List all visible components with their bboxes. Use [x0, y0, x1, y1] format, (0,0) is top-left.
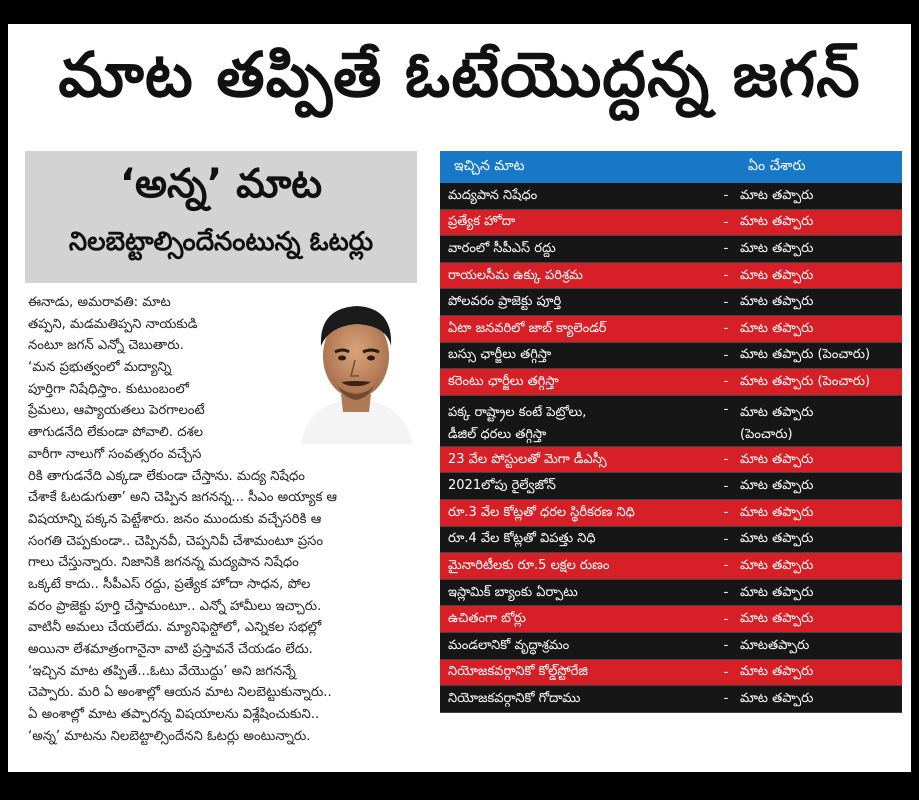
promise-text: బస్సు ఛార్జీలు తగ్గిస్తా	[448, 347, 552, 363]
table-row	[440, 369, 902, 396]
article-line: తప్పని, మడమతిప్పని నాయకుడి	[28, 316, 198, 332]
table-row	[440, 553, 902, 580]
promise-cell	[440, 661, 718, 683]
article-line: సంగతి చెప్పకుండా.. చెప్పినవీ, చెప్పనివీ చేశామంటూ ప్రసం	[28, 533, 324, 549]
dash-separator: -	[723, 321, 729, 337]
status-text: మాట తప్పారు	[740, 214, 814, 230]
status-text: మాట తప్పారు	[740, 187, 814, 203]
dash-separator: -	[723, 268, 729, 284]
promise-cell	[440, 238, 718, 260]
status-cell	[734, 402, 813, 446]
promise-text: డీజిల్ ధరలు తగ్గిస్తా	[448, 426, 547, 442]
table-row	[440, 686, 902, 713]
promise-cell	[440, 635, 718, 657]
promise-text: 2021లోపు రైల్వేజోన్	[448, 478, 556, 494]
status-cell	[734, 211, 813, 233]
status-text: మాట తప్పారు	[740, 664, 814, 680]
status-cell	[734, 318, 813, 340]
article-line: ఒక్కటే కాదు.. సీపీఎస్ రద్దు, ప్రత్యేక హోదా సాధన, పోల	[28, 576, 311, 592]
dash-separator: -	[723, 241, 729, 257]
promise-cell	[440, 185, 718, 207]
promise-cell	[440, 344, 718, 366]
dash-separator: -	[723, 294, 729, 310]
article-line: ‘అన్న’ మాటను నిలబెట్టాల్సిందేనని ఓటర్లు అంటున్నారు.	[28, 728, 311, 744]
promise-cell	[440, 402, 718, 446]
article-line: అయినా లేశమాత్రంగానైనా వాటి ప్రస్తావనే చేయడం లేదు.	[28, 642, 313, 657]
dash-separator: -	[723, 558, 729, 574]
status-cell	[734, 582, 813, 604]
promise-text: నియోజకవర్గానికో కోల్డ్‌స్టోరేజి	[448, 664, 588, 680]
article-line: ప్రేమలు, ఆప్యాయతలు పెరగాలంటే	[28, 403, 205, 419]
dash-separator: -	[723, 691, 729, 707]
table-row	[440, 316, 902, 343]
promise-text: ఇస్లామిక్ బ్యాంకు ఏర్పాటు	[448, 584, 578, 600]
article-line: నంటూ జగన్ ఎన్నో చెబుతారు.	[28, 338, 184, 354]
header-status: ఏం చేశారు	[748, 157, 806, 174]
status-cell	[734, 661, 813, 683]
promise-cell	[440, 211, 718, 233]
status-cell	[734, 449, 813, 471]
promises-table	[440, 151, 902, 713]
article-line: చెప్పారు. మరి ఏ అంశాల్లో ఆయన మాట నిలబెట్టుకున్నారు..	[28, 685, 332, 701]
status-text: మాట తప్పారు	[740, 404, 814, 420]
promise-cell	[440, 475, 718, 497]
promise-text: పక్క రాష్ట్రాల కంటే పెట్రోలు,	[448, 404, 587, 420]
dash-separator: -	[723, 452, 729, 468]
dash-separator: -	[723, 638, 729, 654]
table-row	[440, 633, 902, 660]
subhead-line-2: నిలబెట్టాల్సిందేనంటున్న ఓటర్లు	[68, 227, 374, 257]
article-line: విషయాన్ని పక్కన పెట్టేశారు. జనం ముందుకు వచ్చేసరికి ఆ	[28, 511, 322, 527]
article-line: వాటినీ అమలు చేయలేదు. మ్యానిఫెస్టోలో, ఎన్నికల సభల్లో	[28, 620, 322, 636]
promise-text: ఏటా జనవరిలో జాబ్ క్యాలెండర్	[448, 320, 607, 336]
article-line: వారీగా నాలుగో సంవత్సరం వచ్చేస	[28, 446, 202, 462]
dash-separator: -	[723, 214, 729, 230]
promise-cell	[440, 688, 718, 710]
status-cell	[734, 291, 813, 313]
article-line: ‘ఇచ్చిన మాట తప్పితే...ఓటు వేయొద్దు’ అని జగనన్నే	[28, 663, 296, 679]
promise-text: మద్యపాన నిషేధం	[448, 187, 538, 203]
status-cell	[734, 528, 813, 550]
status-text: మాట తప్పారు	[740, 240, 814, 256]
article-line: వరం ప్రాజెక్టు పూర్తి చేస్తామంటూ.. ఎన్నో హామీలు ఇచ్చారు.	[28, 598, 322, 614]
status-cell	[734, 265, 813, 287]
table-row	[440, 580, 902, 607]
dash-separator: -	[723, 505, 729, 521]
status-text: మాట తప్పారు	[740, 611, 814, 627]
promise-text: పోలవరం ప్రాజెక్టు పూర్తి	[448, 294, 562, 310]
promise-text: మైనారిటీలకు రూ.5 లక్షల రుణం	[448, 557, 610, 573]
table-row	[440, 606, 902, 633]
article-line: ‘మన ప్రభుత్వంలో మద్యాన్ని	[28, 360, 172, 376]
article-line: ఈనాడు, అమరావతి: మాట	[28, 295, 171, 310]
table-row	[440, 527, 902, 554]
dash-separator: -	[723, 188, 729, 204]
status-cell	[734, 608, 813, 630]
table-row	[440, 236, 902, 263]
table-row	[440, 447, 902, 474]
table-row	[440, 263, 902, 290]
status-text: మాట తప్పారు	[740, 478, 814, 494]
subhead-line-1: ‘అన్న’ మాట	[119, 161, 323, 207]
table-row	[440, 210, 902, 237]
status-text: మాట తప్పారు	[740, 320, 814, 336]
status-cell	[734, 555, 813, 577]
article-line: చేశాకే ఓటడుగుతా’ అని చెప్పిన జగనన్న... సీఎం అయ్యాక ఆ	[28, 490, 338, 506]
promise-text: రూ.3 వేల కోట్లతో ధరల స్థిరీకరణ నిధి	[448, 504, 635, 520]
status-text: మాట తప్పారు (పెంచారు)	[740, 373, 871, 389]
promise-cell	[440, 449, 718, 471]
promise-text: మండలానికో వృద్ధాశ్రమం	[448, 637, 570, 653]
table-row	[440, 343, 902, 370]
promise-cell	[440, 318, 718, 340]
promise-text: వారంలో సీపీఎస్ రద్దు	[448, 240, 556, 256]
table-row	[440, 473, 902, 500]
table-body	[440, 183, 902, 713]
promise-cell	[440, 371, 718, 393]
promise-cell	[440, 528, 718, 550]
dash-separator: -	[723, 374, 729, 390]
status-text: మాట తప్పారు	[740, 294, 814, 310]
header-promise: ఇచ్చిన మాట	[454, 157, 525, 174]
status-cell	[734, 635, 809, 657]
dash-separator: -	[723, 478, 729, 494]
table-row	[440, 660, 902, 687]
table-row	[440, 500, 902, 527]
headline: మాట తప్పితే ఓటేయొద్దన్న జగన్	[58, 38, 861, 111]
status-cell	[734, 475, 813, 497]
status-cell	[734, 502, 813, 524]
promise-text: నియోజకవర్గానికో గోదాము	[448, 690, 581, 706]
promise-cell	[440, 555, 718, 577]
status-text: మాట తప్పారు	[740, 690, 814, 706]
article-line: రికి తాగుడనేది ఎక్కడా లేకుండా చేస్తాను. మద్య నిషేధం	[28, 468, 305, 484]
dash-separator: -	[723, 585, 729, 601]
status-cell	[734, 344, 870, 366]
status-text: మాట తప్పారు	[740, 557, 814, 573]
promise-cell	[440, 582, 718, 604]
status-text: మాట తప్పారు	[740, 451, 814, 467]
promise-text: రూ.4 వేల కోట్లతో విపత్తు నిధి	[448, 531, 596, 547]
promise-text: 23 వేల పోస్టులతో మెగా డీఎస్సీ	[448, 451, 607, 467]
status-text: మాటతప్పారు	[740, 637, 810, 653]
promise-cell	[440, 265, 718, 287]
promise-text: కరెంటు ఛార్జీలు తగ్గిస్తా	[448, 373, 559, 389]
table-row	[440, 289, 902, 316]
article-line: ఏ అంశాల్లో మాట తప్పారన్న విషయాలను విశ్లేషించుకుని..	[28, 707, 320, 723]
subhead-box	[25, 151, 417, 283]
table-row	[440, 396, 902, 447]
status-text: మాట తప్పారు	[740, 531, 814, 547]
table-row	[440, 183, 902, 210]
promise-cell	[440, 291, 718, 313]
status-cell	[734, 371, 870, 393]
article-line: గాలు చేస్తున్నారు. నిజానికి జగనన్న మద్యపాన నిషేధం	[28, 555, 299, 571]
dash-separator: -	[723, 401, 729, 417]
promise-text: రాయలసీమ ఉక్కు పరిశ్రమ	[448, 267, 583, 283]
article-line: పూర్తిగా నిషేధిస్తాం. కుటుంబంలో	[28, 381, 189, 397]
promise-cell	[440, 608, 718, 630]
newspaper-clipping	[8, 24, 911, 772]
status-text: మాట తప్పారు	[740, 504, 814, 520]
status-text: (పెంచారు)	[740, 426, 793, 442]
table-header	[440, 151, 902, 183]
status-cell	[734, 185, 813, 207]
status-text: మాట తప్పారు (పెంచారు)	[740, 347, 871, 363]
dash-separator: -	[723, 531, 729, 547]
status-cell	[734, 688, 813, 710]
status-text: మాట తప్పారు	[740, 584, 814, 600]
status-text: మాట తప్పారు	[740, 267, 814, 283]
promise-text: ప్రత్యేక హోదా	[448, 214, 516, 230]
promise-cell	[440, 502, 718, 524]
dash-separator: -	[723, 611, 729, 627]
promise-text: ఉచితంగా బోర్లు	[448, 611, 527, 627]
dash-separator: -	[723, 664, 729, 680]
dash-separator: -	[723, 347, 729, 363]
status-cell	[734, 238, 813, 260]
article-line: తాగుడనేది లేకుండా పోవాలి. దశల	[28, 425, 204, 441]
leader-portrait	[291, 294, 421, 444]
